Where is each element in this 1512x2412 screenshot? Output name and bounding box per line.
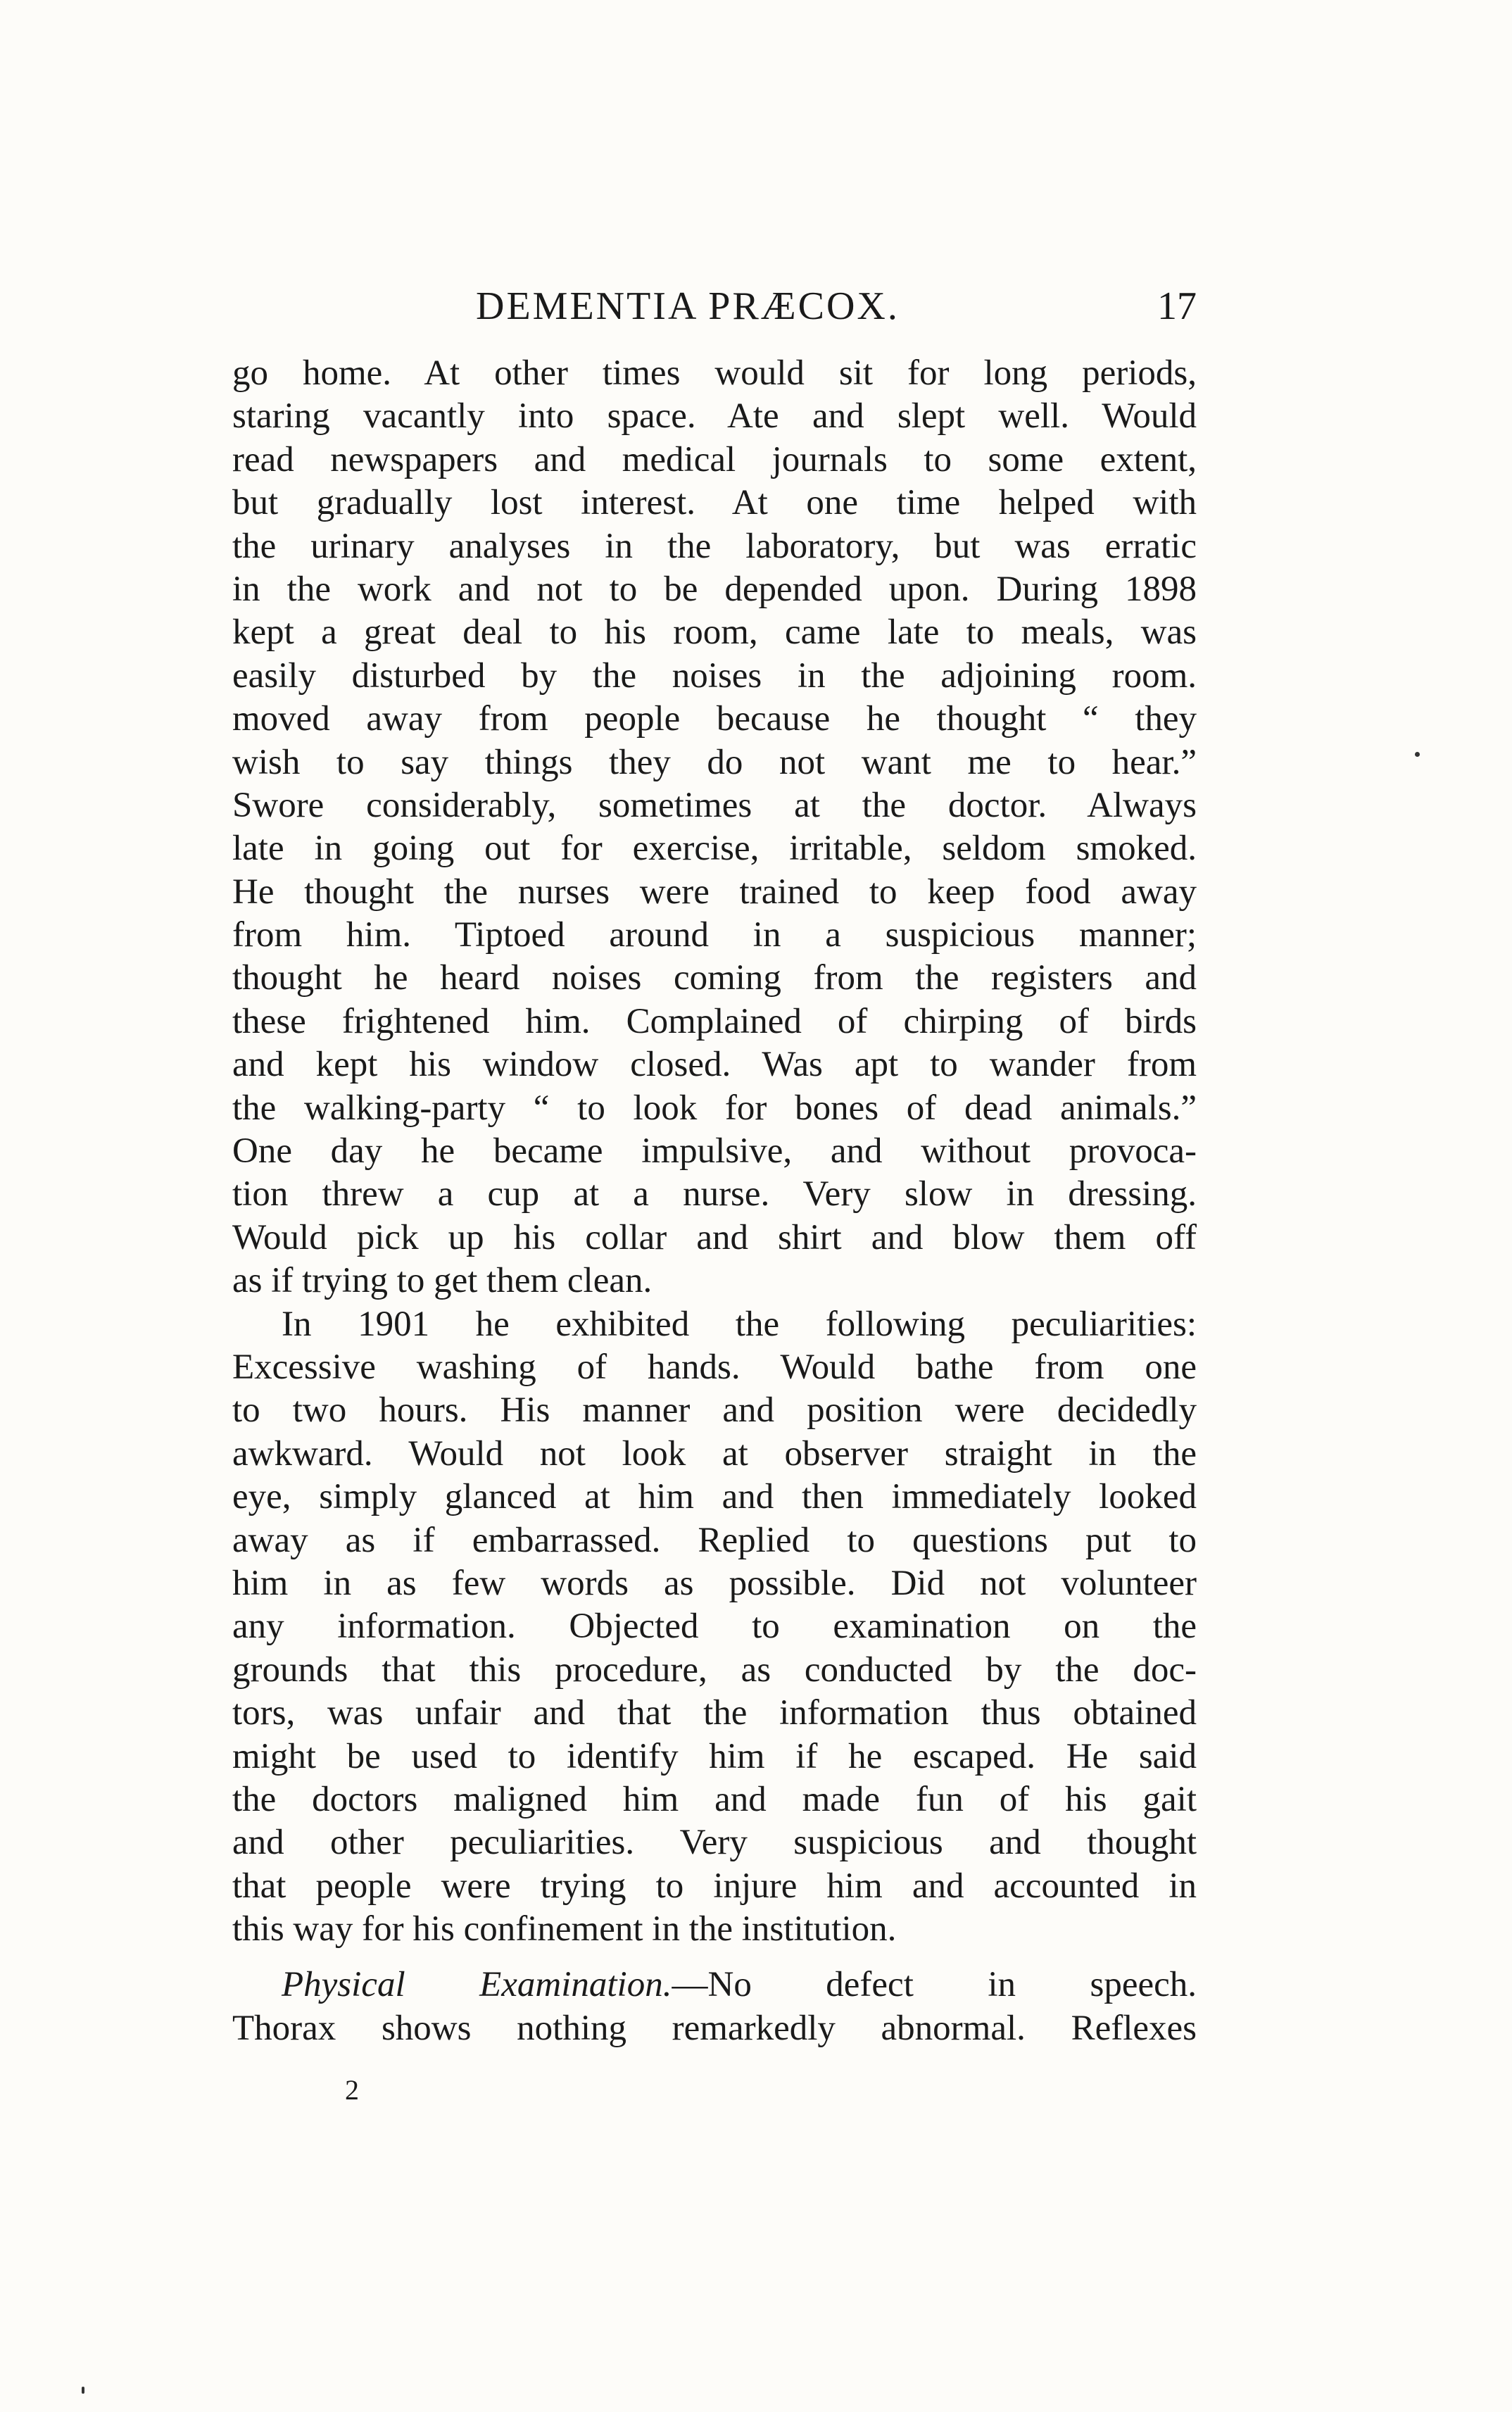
heading-continuation: —No defect in speech. xyxy=(672,1965,1197,2005)
ink-speck xyxy=(82,2387,84,2394)
text-line: late in going out for exercise, irritable, seldom smoked. xyxy=(232,829,1197,869)
text-line: Would pick up his collar and shirt and blow them off xyxy=(232,1217,1197,1257)
text-line: the doctors maligned him and made fun of his gait xyxy=(232,1779,1197,1819)
signature-mark: 2 xyxy=(345,2074,359,2106)
text-line: as if trying to get them clean. xyxy=(232,1261,653,1301)
ink-speck xyxy=(1415,752,1420,757)
text-line: wish to say things they do not want me to hear.” xyxy=(232,742,1197,782)
page-header xyxy=(232,282,1197,331)
text-line: read newspapers and medical journals to some extent, xyxy=(232,439,1197,479)
text-line: this way for his confinement in the institution. xyxy=(232,1909,897,1949)
text-line: thought he heard noises coming from the registers and xyxy=(232,958,1197,998)
text-line: staring vacantly into space. Ate and slept well. Would xyxy=(232,396,1197,436)
body-text xyxy=(232,352,1197,2050)
text-line: go home. At other times would sit for long periods, xyxy=(232,353,1197,393)
text-line: tion threw a cup at a nurse. Very slow in dressing. xyxy=(232,1174,1197,1214)
text-line: from him. Tiptoed around in a suspicious manner; xyxy=(232,915,1197,955)
running-head: DEMENTIA PRÆCOX. xyxy=(476,284,900,328)
text-line: One day he became impulsive, and without provoca- xyxy=(232,1131,1197,1172)
text-line: the urinary analyses in the laboratory, but was erratic xyxy=(232,526,1197,566)
text-line: Excessive washing of hands. Would bathe from one xyxy=(232,1347,1197,1387)
paragraph-2 xyxy=(232,1303,1197,1952)
text-line: him in as few words as possible. Did not volunteer xyxy=(232,1563,1197,1603)
text-line: that people were trying to injure him and accounted in xyxy=(232,1866,1197,1906)
text-line: tors, was unfair and that the information thus obtained xyxy=(232,1693,1197,1733)
section-heading: Physical Examination. xyxy=(282,1965,672,2005)
text-line: grounds that this procedure, as conducted by the doc- xyxy=(232,1650,1197,1690)
paragraph-1 xyxy=(232,352,1197,1303)
text-line: to two hours. His manner and position were decidedly xyxy=(232,1390,1197,1431)
text-line: these frightened him. Complained of chirping of birds xyxy=(232,1001,1197,1041)
text-line: easily disturbed by the noises in the adjoining room. xyxy=(232,655,1197,696)
text-line: moved away from people because he thought “ they xyxy=(232,699,1197,739)
text-line: the walking-party “ to look for bones of dead animals.” xyxy=(232,1088,1197,1128)
text-line: He thought the nurses were trained to keep food away xyxy=(232,872,1197,912)
text-line: awkward. Would not look at observer straight in the xyxy=(232,1433,1197,1474)
text-line: kept a great deal to his room, came late to meals, was xyxy=(232,613,1197,653)
page-number: 17 xyxy=(1157,284,1197,328)
text-line: any information. Objected to examination on the xyxy=(232,1607,1197,1647)
text-line: Swore considerably, sometimes at the doctor. Always xyxy=(232,785,1197,825)
text-line: In 1901 he exhibited the following peculiarities: xyxy=(282,1304,1197,1344)
text-line: and other peculiarities. Very suspicious and thought xyxy=(232,1823,1197,1863)
text-line: and kept his window closed. Was apt to wander from xyxy=(232,1045,1197,1085)
text-line: in the work and not to be depended upon. During 1898 xyxy=(232,569,1197,609)
text-line xyxy=(232,1964,1197,2006)
paragraph-3 xyxy=(232,1964,1197,2050)
text-line: eye, simply glanced at him and then immediately looked xyxy=(232,1477,1197,1517)
text-line: might be used to identify him if he escaped. He said xyxy=(232,1736,1197,1776)
text-line: Thorax shows nothing remarkedly abnormal. Reflexes xyxy=(232,2008,1197,2048)
text-line: away as if embarrassed. Replied to questions put to xyxy=(232,1520,1197,1560)
text-line: but gradually lost interest. At one time helped with xyxy=(232,483,1197,523)
